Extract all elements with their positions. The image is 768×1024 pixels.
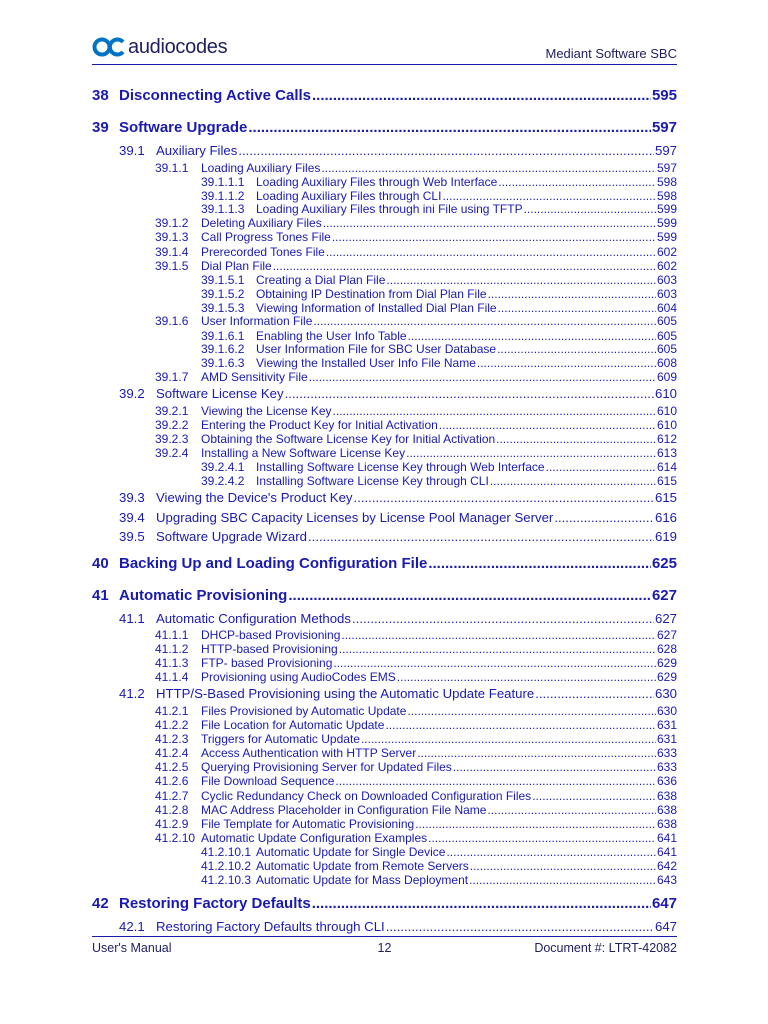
toc-dot-leader [535,686,654,701]
toc-entry-level-3[interactable] [92,628,677,642]
toc-entry-number: 39.1.5.2 [201,286,245,301]
toc-entry-page: 641 [656,830,677,845]
toc-entry-page: 597 [656,160,677,175]
toc-entry-page: 625 [651,554,677,572]
toc-entry-number: 41.2.1 [155,703,189,718]
toc-dot-leader [321,161,656,175]
toc-entry-number: 42.1 [119,918,145,934]
toc-entry-page: 595 [651,87,677,104]
toc-entry-level-3[interactable] [92,230,677,244]
toc-entry-number: 39.2.4 [155,446,189,461]
toc-entry-page: 602 [656,244,677,259]
toc-entry-title: Software License Key [156,386,284,402]
toc-entry-number: 41.2.9 [155,816,189,831]
toc-entry-number: 41.2.10.2 [201,858,252,873]
toc-entry-number: 41.2.10.3 [201,872,252,887]
toc-entry-number: 39.1.5.3 [201,300,245,315]
audiocodes-logo-icon [92,36,126,58]
toc-entry-number: 39.1.4 [155,244,189,259]
toc-entry-page: 628 [656,642,677,657]
toc-dot-leader [546,460,656,474]
toc-dot-leader [288,587,651,604]
toc-entry-number: 39.1.6 [155,314,189,329]
toc-dot-leader [498,175,656,189]
toc-entry-level-2[interactable] [92,143,677,158]
toc-entry-number: 39.1.3 [155,230,189,245]
toc-dot-leader [339,642,656,656]
toc-entry-level-4[interactable] [92,202,677,216]
toc-entry-number: 41.2 [119,686,145,702]
toc-entry-page: 638 [656,788,677,803]
toc-entry-title: Automatic Update for Single Device [256,844,446,859]
toc-entry-level-4[interactable] [92,873,677,887]
toc-entry-title: MAC Address Placeholder in Configuration File Name [201,802,487,817]
toc-dot-leader [477,356,656,370]
toc-entry-number: 41.2.10 [155,830,196,845]
toc-dot-leader [439,418,656,432]
toc-entry-title: Automatic Provisioning [119,586,288,604]
toc-entry-title: Disconnecting Active Calls [119,87,311,104]
toc-entry-number: 39.1.1.2 [201,188,245,203]
toc-dot-leader [469,873,656,887]
toc-dot-leader [453,760,656,774]
toc-dot-leader [428,555,651,572]
toc-entry-level-4[interactable] [92,356,677,370]
toc-entry-page: 605 [656,328,677,343]
toc-entry-title: Viewing the License Key [201,403,332,418]
toc-entry-number: 41.1.2 [155,642,189,657]
toc-entry-level-2[interactable] [92,510,677,525]
toc-entry-title: Cyclic Redundancy Check on Downloaded Configuration Files [201,788,532,803]
toc-entry-title: Access Authentication with HTTP Server [201,746,417,761]
toc-dot-leader [248,119,651,136]
toc-dot-leader [352,611,654,626]
toc-entry-level-4[interactable] [92,301,677,315]
toc-entry-number: 41.2.6 [155,774,189,789]
toc-entry-level-3[interactable] [92,831,677,845]
toc-entry-page: 643 [656,872,677,887]
toc-entry-title: Obtaining IP Destination from Dial Plan File [256,286,487,301]
toc-dot-leader [397,670,656,684]
toc-entry-level-1[interactable] [92,895,677,912]
toc-entry-level-3[interactable] [92,817,677,831]
toc-entry-level-2[interactable] [92,386,677,401]
toc-dot-leader [332,230,656,244]
toc-entry-level-3[interactable] [92,789,677,803]
toc-entry-level-3[interactable] [92,370,677,384]
toc-entry-page: 608 [656,356,677,371]
toc-dot-leader [323,216,656,230]
toc-dot-leader [309,370,656,384]
toc-entry-page: 630 [656,703,677,718]
toc-entry-number: 39 [92,119,109,136]
toc-dot-leader [386,273,656,287]
toc-entry-title: File Template for Automatic Provisioning [201,816,415,831]
toc-entry-number: 41.1.3 [155,656,189,671]
toc-entry-level-4[interactable] [92,273,677,287]
toc-dot-leader [285,386,654,401]
toc-entry-title: Backing Up and Loading Configuration File [119,554,428,572]
toc-entry-number: 39.2.3 [155,432,189,446]
toc-entry-level-3[interactable] [92,704,677,718]
toc-entry-page: 613 [656,446,677,461]
toc-entry-level-3[interactable] [92,746,677,760]
toc-entry-level-4[interactable] [92,287,677,301]
toc-entry-page: 598 [656,174,677,189]
toc-entry-level-2[interactable] [92,529,677,544]
toc-entry-page: 610 [656,403,677,418]
toc-entry-title: User Information File for SBC User Database [256,342,497,357]
toc-entry-level-3[interactable] [92,803,677,817]
toc-entry-number: 39.2.1 [155,403,189,418]
toc-dot-leader [313,314,656,328]
toc-dot-leader [407,704,656,718]
toc-entry-title: HTTP/S-Based Provisioning using the Automatic Update Feature [156,686,535,702]
toc-entry-level-2[interactable] [92,686,677,701]
page-footer [92,936,677,959]
page-header [92,28,677,65]
toc-dot-leader [487,803,656,817]
toc-entry-number: 39.1 [119,143,145,158]
footer-document-number: Document #: LTRT-42082 [534,941,677,955]
toc-entry-page: 627 [654,610,677,626]
toc-entry-number: 41.2.7 [155,788,189,803]
toc-entry-level-2[interactable] [92,611,677,626]
toc-dot-leader [341,628,656,642]
toc-entry-level-3[interactable] [92,732,677,746]
toc-entry-title: Entering the Product Key for Initial Activation [201,417,438,432]
toc-entry-title: Automatic Configuration Methods [156,610,351,626]
toc-dot-leader [498,301,656,315]
toc-entry-title: Loading Auxiliary Files [201,160,321,175]
toc-entry-page: 603 [656,286,677,301]
toc-entry-number: 39.1.2 [155,216,189,231]
toc-entry-level-3[interactable] [92,245,677,259]
toc-entry-level-4[interactable] [92,329,677,343]
toc-entry-level-3[interactable] [92,656,677,670]
toc-entry-title: Automatic Update from Remote Servers [256,858,469,873]
toc-entry-level-4[interactable] [92,859,677,873]
toc-entry-page: 619 [654,529,677,544]
toc-entry-page: 614 [656,460,677,475]
toc-entry-number: 39.2.4.1 [201,460,245,475]
toc-entry-page: 638 [656,802,677,817]
toc-entry-page: 629 [656,670,677,685]
toc-dot-leader [386,919,654,934]
toc-entry-number: 41.2.10.1 [201,844,252,859]
toc-dot-leader [335,774,656,788]
toc-entry-page: 631 [656,732,677,747]
toc-entry-number: 39.2 [119,386,145,402]
toc-entry-level-2[interactable] [92,490,677,505]
toc-entry-page: 612 [656,432,677,446]
toc-entry-level-1[interactable] [92,87,677,104]
toc-entry-page: 605 [656,342,677,357]
toc-entry-page: 633 [656,760,677,775]
toc-entry-title: Upgrading SBC Capacity Licenses by License Pool Manager Server [156,509,554,525]
toc-entry-number: 39.1.6.2 [201,342,245,357]
toc-entry-level-4[interactable] [92,474,677,488]
toc-dot-leader [354,490,654,505]
toc-entry-level-4[interactable] [92,175,677,189]
toc-entry-title: Installing Software License Key through Web Interface [256,460,545,475]
toc-entry-level-4[interactable] [92,342,677,356]
toc-entry-level-4[interactable] [92,460,677,474]
toc-dot-leader [312,895,651,912]
toc-entry-number: 41.1.1 [155,628,189,642]
toc-entry-level-3[interactable] [92,432,677,446]
toc-entry-title: Restoring Factory Defaults [119,894,311,912]
toc-entry-number: 41.2.4 [155,746,189,761]
toc-dot-leader [470,859,656,873]
toc-entry-page: 647 [654,918,677,934]
toc-dot-leader [524,202,656,216]
toc-entry-title: Call Progress Tones File [201,230,331,245]
toc-entry-page: 627 [651,586,677,604]
toc-entry-level-3[interactable] [92,418,677,432]
toc-entry-title: User Information File [201,314,313,329]
toc-entry-number: 41.2.3 [155,732,189,747]
toc-entry-title: Triggers for Automatic Update [201,732,360,747]
toc-entry-title: Viewing the Device's Product Key [156,490,353,505]
toc-entry-page: 633 [656,746,677,761]
toc-entry-number: 39.1.5 [155,258,189,273]
toc-entry-page: 602 [656,258,677,273]
toc-dot-leader [312,87,651,104]
toc-entry-page: 616 [654,509,677,525]
toc-entry-page: 610 [654,386,677,402]
footer-manual-title: User's Manual [92,941,172,955]
toc-entry-level-3[interactable] [92,670,677,684]
toc-entry-page: 604 [656,300,677,315]
toc-entry-level-3[interactable] [92,718,677,732]
toc-entry-title: Obtaining the Software License Key for Initial Activation [201,432,496,446]
toc-entry-page: 599 [656,230,677,245]
toc-dot-leader [442,189,656,203]
toc-entry-page: 630 [654,686,677,702]
toc-dot-leader [333,656,656,670]
toc-entry-page: 605 [656,314,677,329]
toc-entry-title: AMD Sensitivity File [201,370,308,385]
toc-entry-level-3[interactable] [92,760,677,774]
toc-entry-number: 39.1.6.3 [201,356,245,371]
toc-entry-title: Restoring Factory Defaults through CLI [156,918,385,934]
toc-entry-title: Viewing the Installed User Info File Name [256,356,476,371]
toc-entry-title: Loading Auxiliary Files through CLI [256,188,442,203]
toc-dot-leader [446,845,656,859]
toc-entry-page: 609 [656,370,677,385]
toc-entry-page: 638 [656,816,677,831]
toc-dot-leader [238,143,654,158]
toc-entry-title: Installing Software License Key through CLI [256,474,489,489]
toc-entry-title: File Location for Automatic Update [201,718,385,732]
toc-entry-title: Querying Provisioning Server for Updated Files [201,760,452,775]
toc-entry-page: 615 [654,490,677,505]
toc-entry-title: Dial Plan File [201,258,272,273]
toc-entry-number: 41.2.8 [155,802,189,817]
toc-entry-number: 40 [92,554,109,572]
toc-entry-title: Prerecorded Tones File [201,244,325,259]
toc-entry-number: 39.2.2 [155,417,189,432]
toc-entry-number: 39.1.1.3 [201,202,245,217]
toc-entry-page: 599 [656,216,677,231]
footer-page-number: 12 [377,941,392,955]
toc-entry-page: 598 [656,188,677,203]
toc-entry-level-4[interactable] [92,845,677,859]
toc-entry-title: Loading Auxiliary Files through ini File using TFTP [256,202,523,217]
toc-entry-level-3[interactable] [92,774,677,788]
toc-entry-number: 39.1.1.1 [201,174,245,189]
toc-dot-leader [490,474,656,488]
toc-entry-number: 39.4 [119,509,145,525]
toc-entry-title: DHCP-based Provisioning [201,628,341,642]
toc-entry-number: 39.3 [119,490,145,505]
toc-entry-number: 39.5 [119,529,145,544]
toc-dot-leader [488,287,656,301]
toc-entry-page: 615 [656,474,677,489]
toc-entry-title: Loading Auxiliary Files through Web Interface [256,174,498,189]
toc-entry-page: 597 [651,119,677,136]
toc-entry-number: 39.2.4.2 [201,474,245,489]
toc-dot-leader [408,329,656,343]
toc-entry-page: 641 [656,844,677,859]
toc-entry-number: 41.1.4 [155,670,189,685]
toc-entry-level-1[interactable] [92,587,677,604]
toc-entry-title: Provisioning using AudioCodes EMS [201,670,396,685]
toc-entry-page: 610 [656,417,677,432]
toc-entry-number: 41 [92,586,109,604]
toc-dot-leader [417,746,656,760]
toc-entry-number: 39.1.6.1 [201,328,245,343]
toc-entry-level-1[interactable] [92,119,677,136]
toc-entry-page: 647 [651,894,677,912]
logo-text: audiocodes [128,35,228,58]
toc-entry-title: Deleting Auxiliary Files [201,216,322,231]
toc-entry-page: 629 [656,656,677,671]
toc-entry-number: 39.1.5.1 [201,272,245,287]
toc-dot-leader [497,342,656,356]
toc-dot-leader [385,718,656,732]
toc-entry-title: Software Upgrade [119,119,248,136]
toc-dot-leader [308,529,654,544]
toc-entry-level-1[interactable] [92,555,677,572]
toc-entry-level-3[interactable] [92,642,677,656]
toc-entry-page: 599 [656,202,677,217]
toc-entry-level-3[interactable] [92,161,677,175]
toc-entry-level-3[interactable] [92,216,677,230]
toc-entry-title: HTTP-based Provisioning [201,642,338,657]
toc-entry-page: 642 [656,858,677,873]
toc-entry-page: 603 [656,272,677,287]
toc-entry-title: Auxiliary Files [156,143,238,158]
toc-dot-leader [333,404,656,418]
toc-entry-title: Installing a New Software License Key [201,446,406,461]
toc-dot-leader [361,732,656,746]
toc-entry-level-3[interactable] [92,259,677,273]
toc-entry-page: 627 [656,628,677,642]
toc-entry-level-2[interactable] [92,919,677,934]
toc-entry-number: 41.1 [119,610,145,626]
toc-entry-page: 636 [656,774,677,789]
product-name: Mediant Software SBC [545,46,677,61]
toc-entry-title: File Download Sequence [201,774,335,789]
toc-entry-number: 38 [92,87,109,104]
toc-entry-title: Automatic Update for Mass Deployment [256,872,469,887]
toc-dot-leader [532,789,656,803]
toc-entry-level-3[interactable] [92,314,677,328]
toc-entry-title: Software Upgrade Wizard [156,529,307,544]
toc-dot-leader [496,432,656,446]
toc-entry-title: Viewing Information of Installed Dial Plan File [256,300,497,315]
toc-entry-title: Creating a Dial Plan File [256,272,386,287]
toc-entry-title: FTP- based Provisioning [201,656,333,671]
toc-entry-page: 597 [654,143,677,158]
toc-dot-leader [273,259,656,273]
toc-entry-number: 41.2.5 [155,760,189,775]
audiocodes-logo [92,34,227,60]
toc-entry-title: Enabling the User Info Table [256,328,407,343]
toc-entry-number: 39.1.7 [155,370,189,385]
toc-entry-number: 39.1.1 [155,160,189,175]
toc-entry-title: Automatic Update Configuration Examples [201,830,428,845]
toc-entry-number: 41.2.2 [155,718,189,732]
toc-dot-leader [406,446,656,460]
toc-entry-level-4[interactable] [92,189,677,203]
toc-dot-leader [554,510,654,525]
toc-entry-page: 631 [656,718,677,732]
toc-entry-level-3[interactable] [92,404,677,418]
toc-entry-level-3[interactable] [92,446,677,460]
toc-dot-leader [415,817,656,831]
toc-dot-leader [326,245,656,259]
toc-entry-number: 42 [92,894,109,912]
toc-entry-title: Files Provisioned by Automatic Update [201,703,407,718]
toc-dot-leader [428,831,656,845]
